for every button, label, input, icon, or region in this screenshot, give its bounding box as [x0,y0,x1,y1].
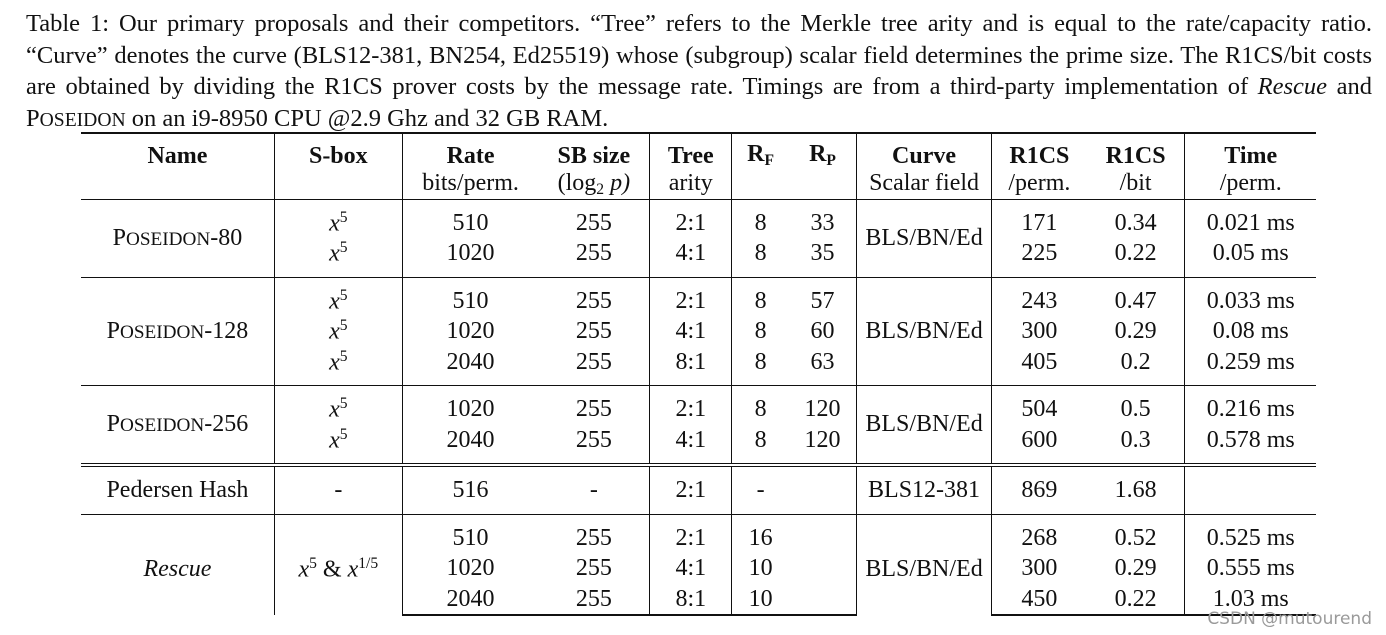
cell-r1cs-perm: 504 [992,394,1087,425]
header-subrow [81,170,1316,199]
cell-sbox: $x^5$ [274,347,402,378]
cell-rf: 8 [732,425,789,456]
header-time-unit: /perm. [1185,170,1316,199]
cell-tree: 4:1 [650,316,732,347]
cell-time: 0.05 ms [1185,238,1316,269]
cell-sbsize: 255 [575,426,612,453]
header-r1cs-bit-unit: /bit [1119,170,1152,196]
cell-rf: - [732,475,789,506]
cell-rp [789,475,857,506]
group-curve-rescue: BLS/BN/Ed [857,523,992,616]
cell-rp: 120 [804,396,841,423]
table-row [81,208,1316,239]
group-name-pedersen: Pedersen Hash [106,477,249,504]
cell-tree: 4:1 [650,425,732,456]
cell-r1cs-bit: 0.29 [1114,555,1157,582]
cell-rp: 57 [810,287,835,314]
group-name-poseidon-80: POSEIDON-80 [112,224,243,251]
cell-r1cs-perm: 300 [992,553,1087,584]
group-name-rescue: Rescue [143,555,212,582]
cell-r1cs-perm: 225 [992,238,1087,269]
header-rate: Rate [402,133,538,170]
group-curve-poseidon-80: BLS/BN/Ed [857,208,992,269]
cell-time: 1.03 ms [1185,584,1316,616]
cell-r1cs-bit: 0.22 [1114,240,1157,267]
header-time: Time [1185,133,1316,170]
cell-time: 0.216 ms [1185,394,1316,425]
cell-rf: 8 [732,394,789,425]
cell-time [1185,475,1316,506]
cell-r1cs-perm: 171 [992,208,1087,239]
group-name-poseidon-128: POSEIDON-128 [106,318,249,345]
watermark: CSDN @mutourend [1207,609,1372,629]
header-r1cs-perm-unit: /perm. [992,170,1087,199]
cell-rate: 1020 [402,394,538,425]
cell-sbox: $x^5$ [274,394,402,425]
caption-poseidon: POSEIDON [26,104,126,132]
cell-rp: 35 [810,240,835,267]
group-name-poseidon-256: POSEIDON-256 [106,411,249,438]
cell-rf: 16 [732,523,789,554]
header-curve: Curve [857,133,992,170]
cell-rf: 10 [732,584,789,616]
cell-time: 0.033 ms [1185,286,1316,317]
cell-rate: 1020 [402,316,538,347]
cell-tree: 2:1 [650,286,732,317]
cell-rp [789,584,857,616]
caption-rescue: Rescue [1257,73,1328,100]
cell-sbox: $x^5$ [274,425,402,456]
cell-rf: 8 [732,238,789,269]
cell-time: 0.08 ms [1185,316,1316,347]
cell-tree: 2:1 [650,394,732,425]
table-row [81,523,1316,554]
cell-time: 0.578 ms [1185,425,1316,456]
table-caption: Table 1: Our primary proposals and their competitors. “Tree” refers to the Merkle tree arity and is equal to the rate/capacity ratio. “Curve” denotes the curve (BLS12-381, BN254, Ed25519) whose (subgroup) scalar field determines the prime size. The R1CS/bit costs are obtained by dividing the R1CS prover costs by the message rate. Timings are from a third-party implementation of Rescue and POSEIDON on an i9-8950 CPU @2.9 Ghz and 32 GB RAM. [26,10,1372,132]
cell-rp: 60 [810,318,835,345]
cell-r1cs-perm: 268 [992,523,1087,554]
cell-rp: 63 [810,348,835,375]
cell-r1cs-perm: 405 [992,347,1087,378]
cell-rate: 1020 [402,238,538,269]
cell-rf: 10 [732,553,789,584]
cell-r1cs-bit: 0.47 [1114,287,1157,314]
cell-sbox: $x^5$ [274,286,402,317]
cell-time: 0.525 ms [1185,523,1316,554]
cell-r1cs-perm: 243 [992,286,1087,317]
cell-sbsize: 255 [575,287,612,314]
cell-r1cs-bit: 0.3 [1120,426,1151,453]
cell-rf: 8 [732,316,789,347]
cell-rate: 510 [402,286,538,317]
cell-rp: 120 [804,426,841,453]
cell-r1cs-bit: 0.22 [1087,584,1185,616]
cell-tree: 4:1 [650,553,732,584]
header-r1cs-perm: R1CS [992,133,1087,170]
cell-time: 0.555 ms [1185,553,1316,584]
cell-sbsize: 255 [575,555,612,582]
cell-r1cs-perm: 450 [992,584,1087,616]
cell-curve: BLS12-381 [857,475,992,506]
cell-rp: 33 [810,209,835,236]
header-tree-unit: arity [650,170,732,199]
cell-sbsize: 255 [538,584,650,616]
comparison-table [81,132,1316,616]
cell-sbox: $x^5$ [274,208,402,239]
cell-rate: 1020 [402,553,538,584]
cell-sbsize: 255 [575,240,612,267]
header-rf: $R_F$ [732,133,789,170]
cell-tree: 4:1 [650,238,732,269]
cell-sbox: $x^5$ [274,238,402,269]
header-sbox: S-box [274,133,402,170]
header-sbsize: SB size [538,133,650,170]
header-row [81,133,1316,170]
group-curve-poseidon-256: BLS/BN/Ed [857,394,992,455]
cell-rate: 2040 [402,425,538,456]
header-sbsize-unit: ($\log_2$ p) [557,170,631,198]
table-row-pedersen [81,475,1316,506]
cell-tree: 2:1 [650,523,732,554]
cell-r1cs-bit: 0.2 [1120,348,1151,375]
cell-time: 0.021 ms [1185,208,1316,239]
header-r1cs-bit: R1CS [1087,133,1185,170]
cell-sbsize: 255 [575,209,612,236]
cell-r1cs-perm: 300 [992,316,1087,347]
cell-rate: 510 [402,523,538,554]
cell-r1cs-perm: 869 [992,475,1087,506]
cell-rate: 2040 [402,347,538,378]
cell-tree: 2:1 [650,475,732,506]
cell-r1cs-bit: 0.34 [1114,209,1157,236]
cell-r1cs-perm: 600 [992,425,1087,456]
group-sbox-rescue: $x^5$ & $x^{1/5}$ [274,523,402,616]
cell-rf: 8 [732,286,789,317]
header-rp: $R_P$ [789,133,857,170]
table-row [81,394,1316,425]
cell-sbsize: 255 [575,524,612,551]
cell-sbsize: 255 [575,348,612,375]
cell-sbsize: - [589,477,598,504]
cell-sbsize: 255 [575,396,612,423]
cell-rf: 8 [732,347,789,378]
cell-sbox: $x^5$ [274,316,402,347]
header-tree: Tree [650,133,732,170]
cell-r1cs-bit: 0.52 [1114,524,1157,551]
cell-rf: 8 [732,208,789,239]
cell-rate: 516 [402,475,538,506]
cell-tree: 8:1 [650,347,732,378]
cell-rp [789,553,857,584]
cell-tree: 8:1 [650,584,732,616]
cell-r1cs-bit: 1.68 [1114,477,1157,504]
cell-time: 0.259 ms [1185,347,1316,378]
cell-tree: 2:1 [650,208,732,239]
cell-rate: 510 [402,208,538,239]
cell-sbsize: 255 [575,318,612,345]
header-rate-unit: bits/perm. [402,170,538,199]
header-name: Name [81,133,274,170]
group-curve-poseidon-128: BLS/BN/Ed [857,286,992,378]
cell-r1cs-bit: 0.29 [1114,318,1157,345]
cell-sbox: - [274,475,402,506]
cell-r1cs-bit: 0.5 [1120,396,1151,423]
header-curve-unit: Scalar field [857,170,992,199]
cell-rp [789,523,857,554]
cell-rate: 2040 [402,584,538,616]
table-row [81,286,1316,317]
